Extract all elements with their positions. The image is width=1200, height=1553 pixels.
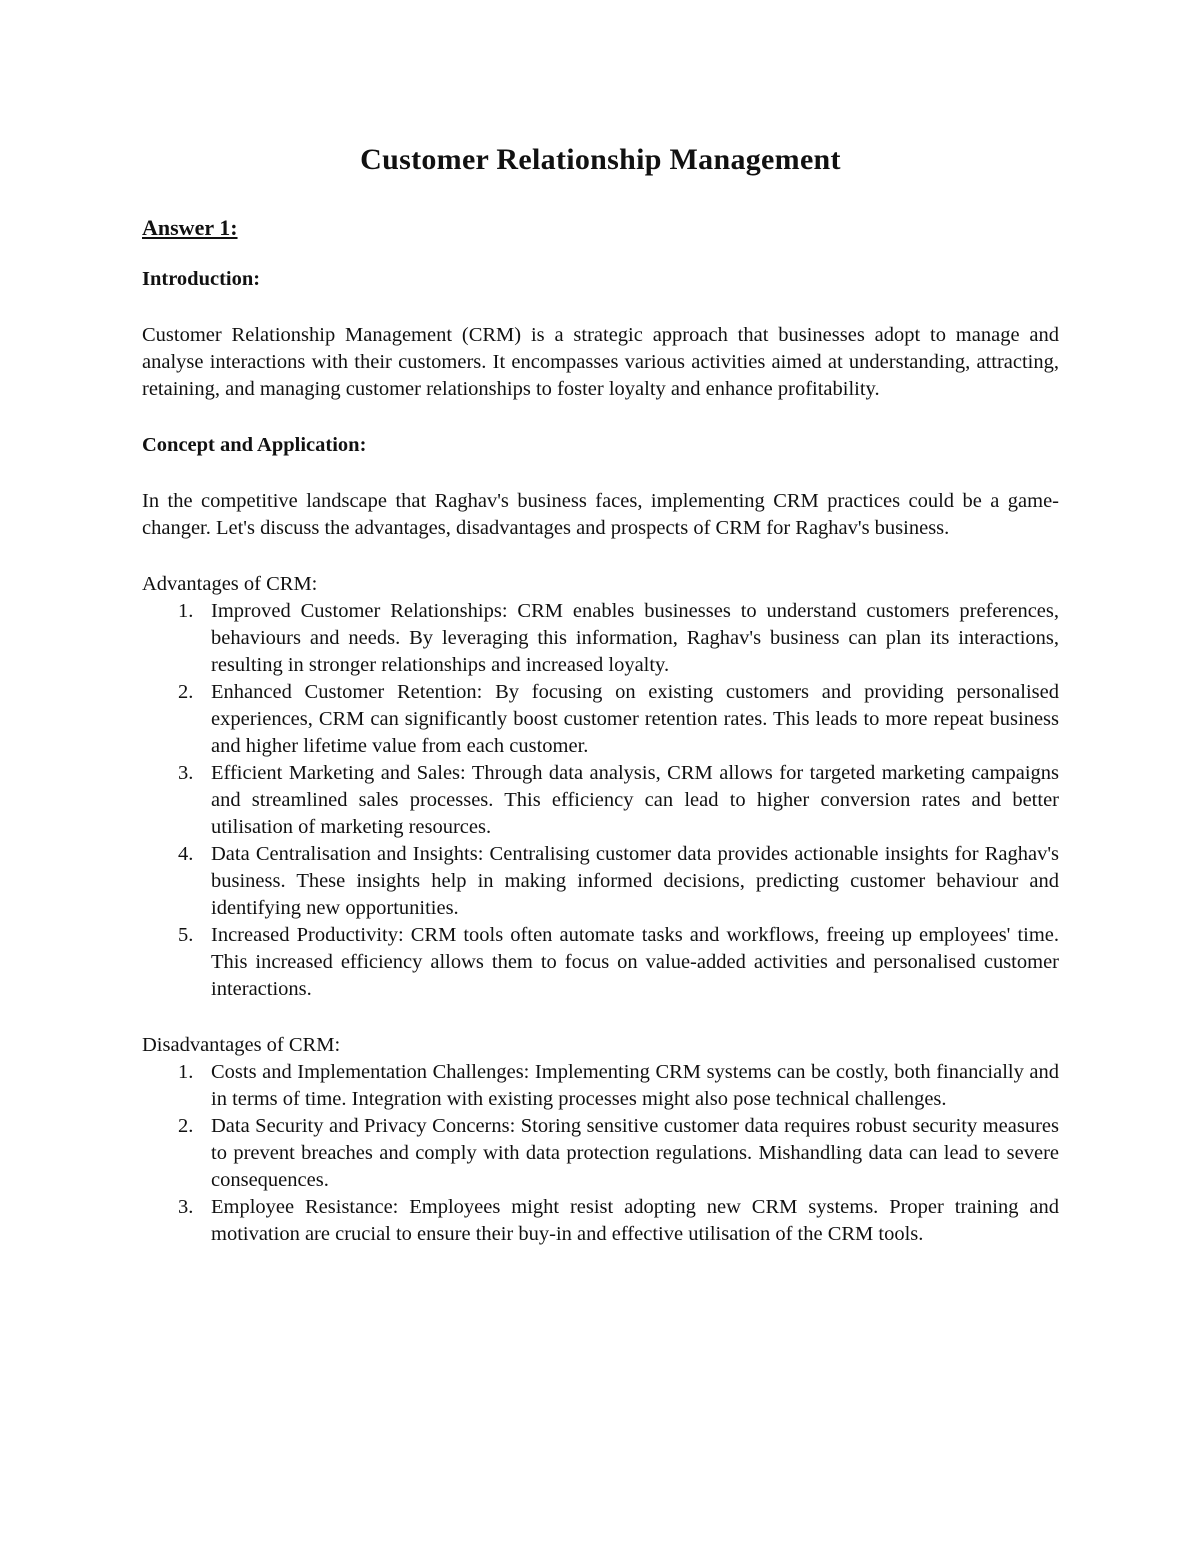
list-item-number: 1. — [178, 600, 194, 622]
list-item-number: 3. — [178, 762, 194, 784]
list-item — [178, 922, 1059, 1003]
disadvantages-heading: Disadvantages of CRM: — [142, 1034, 341, 1056]
list-item-text: Data Security and Privacy Concerns: Storing sensitive customer data requires robust security measures to prevent breaches and comply with data protection regulations. Mishandling data can lead to severe consequences. — [211, 1115, 1059, 1191]
answer-heading: Answer 1: — [142, 215, 238, 240]
list-item-number: 5. — [178, 924, 194, 946]
list-item-number: 2. — [178, 681, 194, 703]
document-title: Customer Relationship Management — [360, 143, 841, 176]
list-item-text: Employee Resistance: Employees might resist adopting new CRM systems. Proper training and motivation are crucial to ensure their buy-in and effective utilisation of the CRM tools. — [211, 1196, 1059, 1245]
list-item-text: Increased Productivity: CRM tools often automate tasks and workflows, freeing up employees' time. This increased efficiency allows them to focus on value-added activities and personalised customer interactions. — [211, 924, 1059, 1000]
list-item — [178, 1194, 1059, 1248]
introduction-paragraph: Customer Relationship Management (CRM) is a strategic approach that businesses adopt to manage and analyse interactions with their customers. It encompasses various activities aimed at understanding, attracting, retaining, and managing customer relationships to foster loyalty and enhance profitability. — [142, 324, 1059, 400]
document-page — [142, 140, 1059, 1277]
list-item-text: Data Centralisation and Insights: Centralising customer data provides actionable insights for Raghav's business. These insights help in making informed decisions, predicting customer behaviour and identifying new opportunities. — [211, 843, 1059, 919]
list-item — [178, 598, 1059, 679]
list-item-number: 1. — [178, 1061, 194, 1083]
list-item — [178, 1113, 1059, 1194]
advantages-heading: Advantages of CRM: — [142, 573, 318, 595]
list-item — [178, 760, 1059, 841]
list-item-number: 2. — [178, 1115, 194, 1137]
concept-paragraph: In the competitive landscape that Raghav's business faces, implementing CRM practices could be a game-changer. Let's discuss the advantages, disadvantages and prospects of CRM for Raghav's business. — [142, 490, 1059, 539]
list-item-number: 4. — [178, 843, 194, 865]
list-item — [178, 841, 1059, 922]
list-item-number: 3. — [178, 1196, 194, 1218]
list-item — [178, 679, 1059, 760]
concept-heading: Concept and Application: — [142, 434, 367, 456]
list-item-text: Efficient Marketing and Sales: Through data analysis, CRM allows for targeted marketing campaigns and streamlined sales processes. This efficiency can lead to higher conversion rates and better utilisation of marketing resources. — [211, 762, 1059, 838]
advantages-list — [142, 598, 1059, 1003]
list-item-text: Improved Customer Relationships: CRM enables businesses to understand customers preferences, behaviours and needs. By leveraging this information, Raghav's business can plan its interactions, resulting in stronger relationships and increased loyalty. — [211, 600, 1059, 676]
list-item-text: Enhanced Customer Retention: By focusing on existing customers and providing personalised experiences, CRM can significantly boost customer retention rates. This leads to more repeat business and higher lifetime value from each customer. — [211, 681, 1059, 757]
list-item-text: Costs and Implementation Challenges: Implementing CRM systems can be costly, both financially and in terms of time. Integration with existing processes might also pose technical challenges. — [211, 1061, 1059, 1110]
introduction-heading: Introduction: — [142, 268, 261, 290]
disadvantages-list — [142, 1059, 1059, 1248]
list-item — [178, 1059, 1059, 1113]
